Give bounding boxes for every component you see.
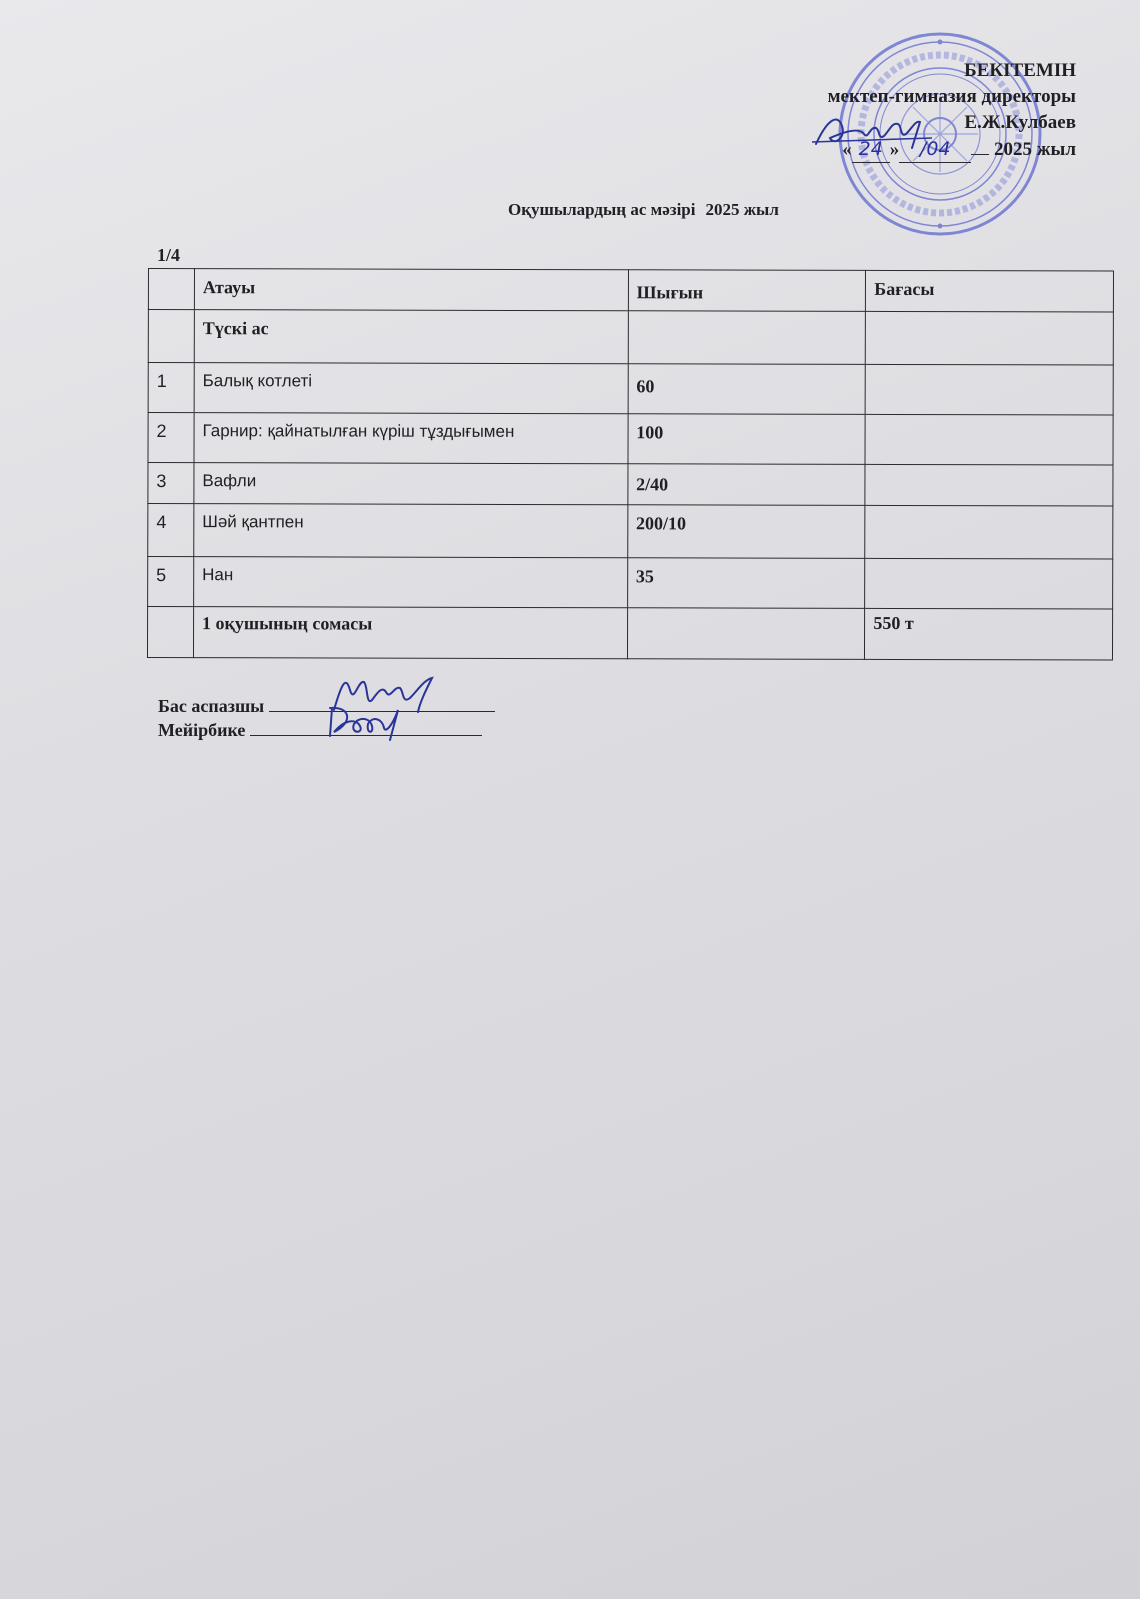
table-header-row [148,269,1113,313]
table-row [148,413,1113,466]
director-name: Е.Ж.Кулбаев [964,112,1076,133]
document-title [508,200,789,220]
date-open-quote: « [842,139,852,160]
row-output: 60 [628,364,866,415]
nurse-signature-line [250,719,482,736]
row-output: 2/40 [628,464,866,506]
table-row [148,504,1113,560]
row-number: 5 [148,557,194,607]
section-label: Түскі ас [194,310,628,364]
section-row [148,310,1113,366]
header-name: Атауы [194,269,628,311]
chef-label: Бас аспазшы [158,696,265,716]
date-close-quote: » [889,139,900,160]
row-name: Нан [194,557,628,608]
row-name: Шәй қантпен [194,504,628,558]
row-price [865,505,1113,559]
date-day: 24 [852,136,890,163]
page-fraction: 1/4 [157,245,181,265]
document-year: 2025 жыл [705,200,779,219]
nurse-signature-row [158,718,495,742]
table-row [148,557,1113,610]
row-price [865,558,1113,609]
date-month: /04 [899,136,971,163]
row-number: 4 [148,504,194,557]
total-row [147,607,1112,661]
row-price [865,364,1113,415]
header-price: Бағасы [866,270,1114,312]
nurse-label: Мейірбике [158,720,246,740]
row-price [865,464,1113,506]
table-row [148,463,1113,507]
approval-title: БЕКІТЕМІН [964,60,1076,81]
row-number: 2 [148,413,194,463]
row-output: 35 [627,558,865,609]
row-name: Гарнир: қайнатылған күріш тұздығымен [194,413,628,464]
total-label: 1 оқушының сомасы [193,607,627,659]
row-name: Балық котлеті [194,363,628,414]
director-signature-icon [808,108,938,154]
menu-table [147,268,1114,661]
row-price [865,414,1113,465]
date-year: 2025 жыл [993,139,1076,160]
row-output: 200/10 [627,505,865,559]
header-number [148,269,194,310]
signature-block [158,694,495,742]
approval-position: мектеп-гимназия директоры [827,86,1076,107]
date-underline [971,154,989,155]
row-number: 1 [148,363,194,413]
row-output: 100 [628,414,866,465]
total-price: 550 т [865,608,1113,660]
chef-signature-row [158,694,495,718]
table-row [148,363,1113,416]
row-number: 3 [148,463,194,504]
chef-signature-line [269,695,495,712]
header-output: Шығын [628,270,866,312]
document-title-text: Оқушылардың ас мәзірі [508,200,696,219]
row-name: Вафли [194,463,628,505]
